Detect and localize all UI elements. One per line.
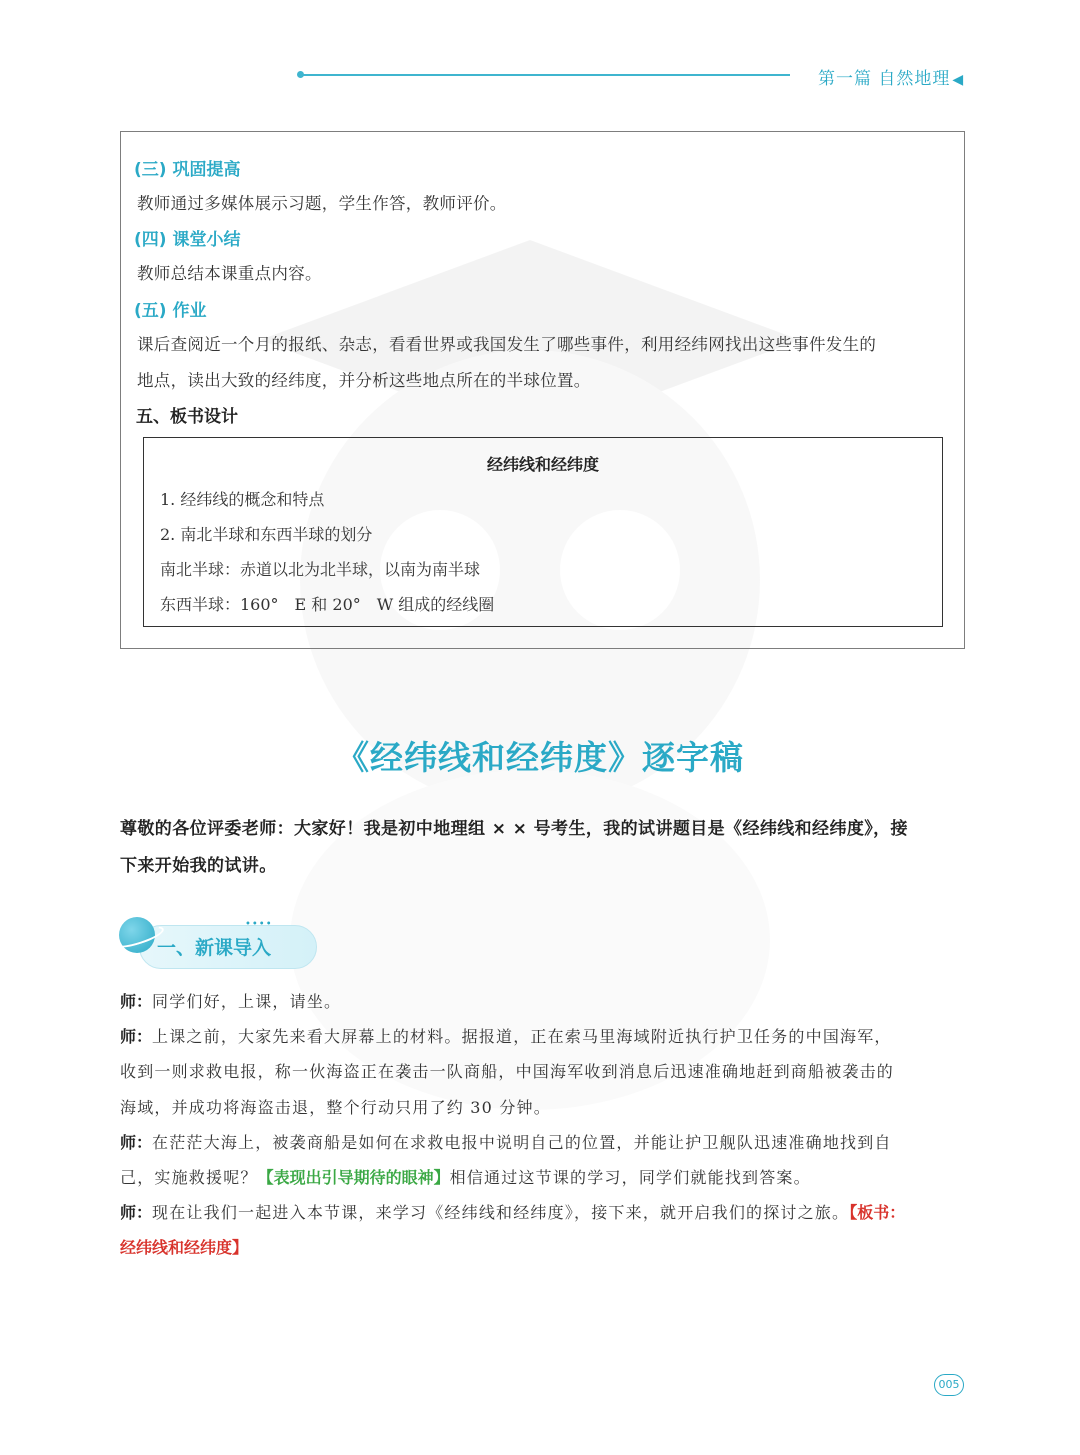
dialogue-line: 师：同学们好，上课，请坐。 <box>120 992 342 1011</box>
section-text-consolidation: 教师通过多媒体展示习题，学生作答，教师评价。 <box>137 194 507 213</box>
dialogue-line: 收到一则求救电报，称一伙海盗正在袭击一队商船，中国海军收到消息后迅速准确地赶到商船被袭击的 <box>120 1062 895 1081</box>
board-design-heading: 五、板书设计 <box>136 407 238 427</box>
board-line: 1. 经纬线的概念和特点 <box>160 490 325 509</box>
page-number: 005 <box>934 1374 964 1396</box>
play-left-icon: ◀ <box>952 72 965 88</box>
section-heading-consolidation: (三) 巩固提高 <box>134 160 241 180</box>
dialogue-line: 师：现在让我们一起进入本节课，来学习《经纬线和经纬度》，接下来，就开启我们的探讨之旅。【板书： <box>120 1203 906 1222</box>
board-line: 2. 南北半球和东西半球的划分 <box>160 525 373 544</box>
section-heading-homework: (五) 作业 <box>134 301 207 321</box>
badge-dots: •••• <box>245 919 273 930</box>
section-text-summary: 教师总结本课重点内容。 <box>137 264 322 283</box>
dialogue-line: 己，实施救援呢？【表现出引导期待的眼神】相信通过这节课的学习，同学们就能找到答案。 <box>120 1168 811 1187</box>
board-note: 经纬线和经纬度】 <box>120 1238 249 1257</box>
board-note: 【板书： <box>849 1203 906 1222</box>
dialogue-line <box>120 1235 248 1258</box>
section-text-homework-2: 地点，读出大致的经纬度，并分析这些地点所在的半球位置。 <box>137 371 591 390</box>
section-text-homework-1: 课后查阅近一个月的报纸、杂志，看看世界或我国发生了哪些事件，利用经纬网找出这些事件发生的 <box>137 335 877 354</box>
stage-direction: 【表现出引导期待的眼神】 <box>257 1168 450 1187</box>
board-line: 南北半球：赤道以北为北半球，以南为南半球 <box>160 560 481 579</box>
board-line: 东西半球：160° E 和 20° W 组成的经线圈 <box>160 595 495 614</box>
intro-text-1: 尊敬的各位评委老师：大家好！我是初中地理组 × × 号考生，我的试讲题目是《经纬线和经纬度》，接 <box>120 819 908 839</box>
section-label: 一、新课导入 <box>157 937 272 959</box>
intro-text-2: 下来开始我的试讲。 <box>120 856 277 876</box>
section-badge <box>117 915 317 975</box>
dialogue-line: 师：上课之前，大家先来看大屏幕上的材料。据报道，正在索马里海域附近执行护卫任务的中国海军， <box>120 1027 892 1046</box>
header-rule <box>300 74 790 76</box>
script-title: 《经纬线和经纬度》逐字稿 <box>336 738 744 777</box>
dialogue-line: 师：在茫茫大海上，被袭商船是如何在求救电报中说明自己的位置，并能让护卫舰队迅速准确地找到自 <box>120 1133 892 1152</box>
dialogue-line: 海域，并成功将海盗击退，整个行动只用了约 30 分钟。 <box>120 1098 551 1117</box>
header-title: 第一篇 自然地理 ◀ <box>818 69 965 89</box>
section-heading-summary: (四) 课堂小结 <box>134 230 241 250</box>
board-title: 经纬线和经纬度 <box>486 455 599 474</box>
